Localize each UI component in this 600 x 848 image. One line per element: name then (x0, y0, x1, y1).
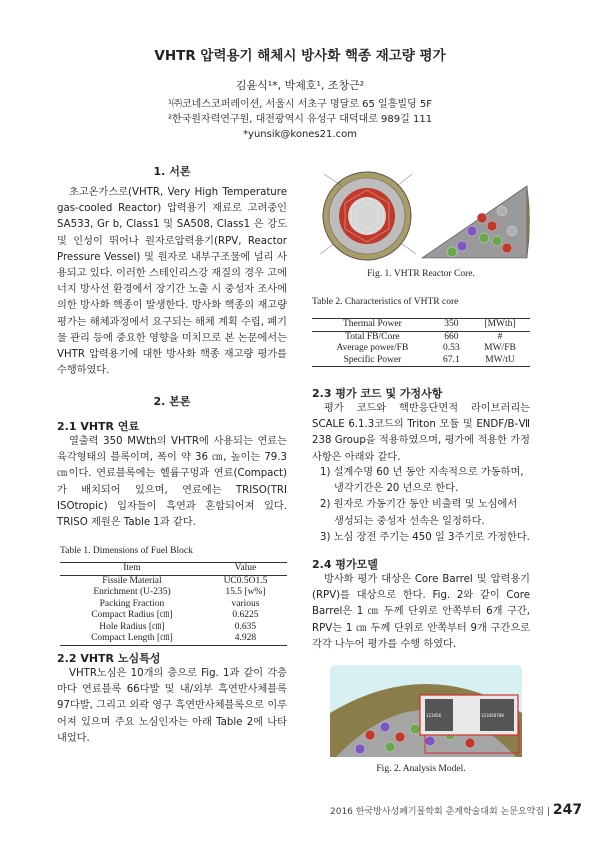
table-cell: 4.928 (234, 633, 257, 643)
section-2-1-text: 열출력 350 MWth의 VHTR에 사용되는 연료는 육각형태의 블록이며, 폭이 약 36 ㎝, 높이는 79.3 ㎝이다. 연료블록에는 헬륨구멍과 연료(Compact)가 배치되어 있으며, 연료에는 TRISO(TRI ISOtropic) 입자들이 흑연과 혼합되어져 있다. TRISO 제원은 Table 1과 같다. (57, 436, 287, 529)
table-cell: Total FB/Core (345, 331, 400, 342)
heading-2-2: 2.2 VHTR 노심특성 (57, 652, 161, 665)
section-2-1-paragraph (57, 434, 287, 531)
section-2-2-text: VHTR노심은 10개의 층으로 Fig. 1과 같이 각층마다 연료블록 66다발 및 내/외부 흑연반사체블록 97다발, 그리고 외곽 영구 흑연반사체블록으로 이루어져 있으며 주요 노심인자는 아래 Table 2에 나타내었다. (57, 668, 287, 744)
table-cell: various (231, 598, 260, 609)
table-cell: # (497, 331, 503, 342)
table-header: Item (123, 563, 141, 573)
label-leader (397, 174, 412, 186)
heading-2-3: 2.3 평가 코드 및 가정사항 (312, 387, 443, 400)
list-item: 3) 노심 장전 주기는 450 일 3주기로 가정한다. (320, 531, 530, 543)
core-barrel-label: 123456 (426, 713, 442, 718)
table-cell: Fissile Material (102, 575, 162, 586)
label-leader (402, 244, 416, 254)
table-cell: MW/FB (484, 343, 516, 353)
table-cell: Thermal Power (342, 319, 402, 329)
table-row (60, 599, 287, 611)
table-cell: MW/tU (485, 354, 515, 365)
section-2-4-text: 방사화 평가 대상은 Core Barrel 및 압력용기(RPV)를 대상으로 한다. Fig. 2와 같이 Core Barrel은 1 ㎝ 두께 단위로 안쪽부터 6개 구간, RPV는 1 ㎝ 두께 단위로 안쪽부터 9개 구간으로 각각 나누어 평가를 수행 하였다. (312, 574, 530, 650)
figure-analysis-model (330, 665, 522, 757)
table-row (60, 633, 287, 645)
contact-email: *yunsik@kones21.com (243, 129, 357, 140)
table-row (60, 622, 287, 634)
table-cell: 660 (444, 331, 459, 342)
figure2-caption: Fig. 2. Analysis Model. (376, 764, 466, 774)
section-2-4-paragraph (312, 572, 530, 653)
affiliation-1: ¹㈜코네스코퍼레이션, 서울시 서초구 명달로 65 일흥빌딩 5F (168, 99, 432, 110)
label-leader (324, 174, 342, 186)
table-cell: 0.6225 (232, 610, 259, 620)
table-row (312, 331, 530, 343)
table-cell: Specific Power (343, 354, 402, 365)
table-cell: 0.635 (234, 621, 257, 632)
intro-paragraph (57, 185, 287, 379)
table-cell: 67.1 (443, 354, 460, 365)
list-item: 2) 원자로 가동기간 동안 비출력 및 노심에서 생성되는 중성자 선속은 일정하다. (320, 499, 518, 527)
affiliation-2: ²한국원자력연구원, 대전광역시 유성구 대덕대로 989길 111 (167, 114, 433, 125)
table-row (60, 575, 287, 587)
table-header-row (60, 563, 287, 576)
wedge-vessel (527, 186, 530, 258)
table2-caption: Table 2. Characteristics of VHTR core (312, 297, 459, 307)
table-row (312, 355, 530, 367)
table-cell: UC0.5O1.5 (223, 575, 268, 586)
table-cell: Average power/FB (336, 343, 409, 353)
section-2-2-paragraph (57, 666, 287, 747)
table-cell: [MWth] (484, 319, 516, 329)
heading-2-4: 2.4 평가모델 (312, 558, 378, 571)
table-cell: 15.5 [w%] (225, 587, 266, 597)
rpv-label: 123456789 (481, 713, 504, 718)
table-row (60, 587, 287, 599)
table-fuel-block (60, 562, 287, 646)
footer-text: 2016 한국방사성폐기물학회 춘계학술대회 논문요약집 | (330, 807, 550, 817)
table-cell: Compact Length [㎝] (91, 633, 173, 643)
author-list: 김윤식¹*, 박제호¹, 조창근² (235, 79, 365, 92)
heading-2-1: 2.1 VHTR 연료 (57, 420, 140, 433)
page-number: 247 (552, 802, 583, 818)
table-row (312, 319, 530, 332)
figure-reactor-core (312, 166, 534, 266)
table-cell: Compact Radius [㎝] (91, 610, 173, 620)
table-row (312, 343, 530, 355)
list-item: 1) 설계수명 60 년 동안 지속적으로 가동하며, 냉각기간은 20 년으로 한다. (320, 467, 524, 495)
page-footer (330, 802, 582, 818)
table-cell: Enrichment (U-235) (93, 587, 171, 597)
section-2-3-paragraph (312, 401, 530, 466)
heading-body: 2. 본론 (153, 395, 191, 408)
table1-caption: Table 1. Dimensions of Fuel Block (60, 546, 193, 556)
table-cell: Hole Radius [㎝] (99, 621, 165, 632)
section-2-3-text: 평가 코드와 핵반응단면적 라이브러리는 SCALE 6.1.3코드의 Triton 모듈 및 ENDF/B-Ⅶ 238 Group을 적용하였으며, 평가에 적용한 가정사항은 아래와 같다. (312, 403, 530, 463)
table-cell: 0.53 (443, 343, 460, 353)
assumption-list (312, 465, 530, 546)
table-core-characteristics (312, 318, 530, 367)
table-cell: 350 (444, 319, 459, 329)
label-leader (320, 244, 334, 254)
table-header: Value (234, 563, 257, 573)
paper-title: VHTR 압력용기 해체시 방사화 핵종 재고량 평가 (154, 48, 446, 64)
figure1-caption: Fig. 1. VHTR Reactor Core. (367, 269, 475, 279)
table-cell: Packing Fraction (99, 598, 165, 609)
inner-reflector (348, 197, 386, 235)
intro-text: 초고온가스로(VHTR, Very High Temperature gas-cooled Reactor) 압력용기 재료로 고려중인 SA533, Gr b, Class1 및 SA508, Class1 은 강도 및 인성이 뛰어나 원자로압력용기(RPV, Reactor Pressure Vessel) 및 원자로 내부구조물에 널리 사용되고 있다. 이러한 스테인리스강 재질의 경우 고에너지 방사선 환경에서 장기간 노출 시 중성자 조사에 의한 방사화 핵종이 발생한다. 방사화 핵종의 재고량 평가는 해체과정에서 요구되는 해체 계획 수립, 폐기물 관리 등에 중요한 영향을 미치므로 본 논문에서는 VHTR 압력용기에 대한 방사화 핵종 재고량 평가를 수행하였다. (57, 187, 287, 377)
table-row (60, 610, 287, 622)
heading-intro: 1. 서론 (153, 165, 191, 178)
